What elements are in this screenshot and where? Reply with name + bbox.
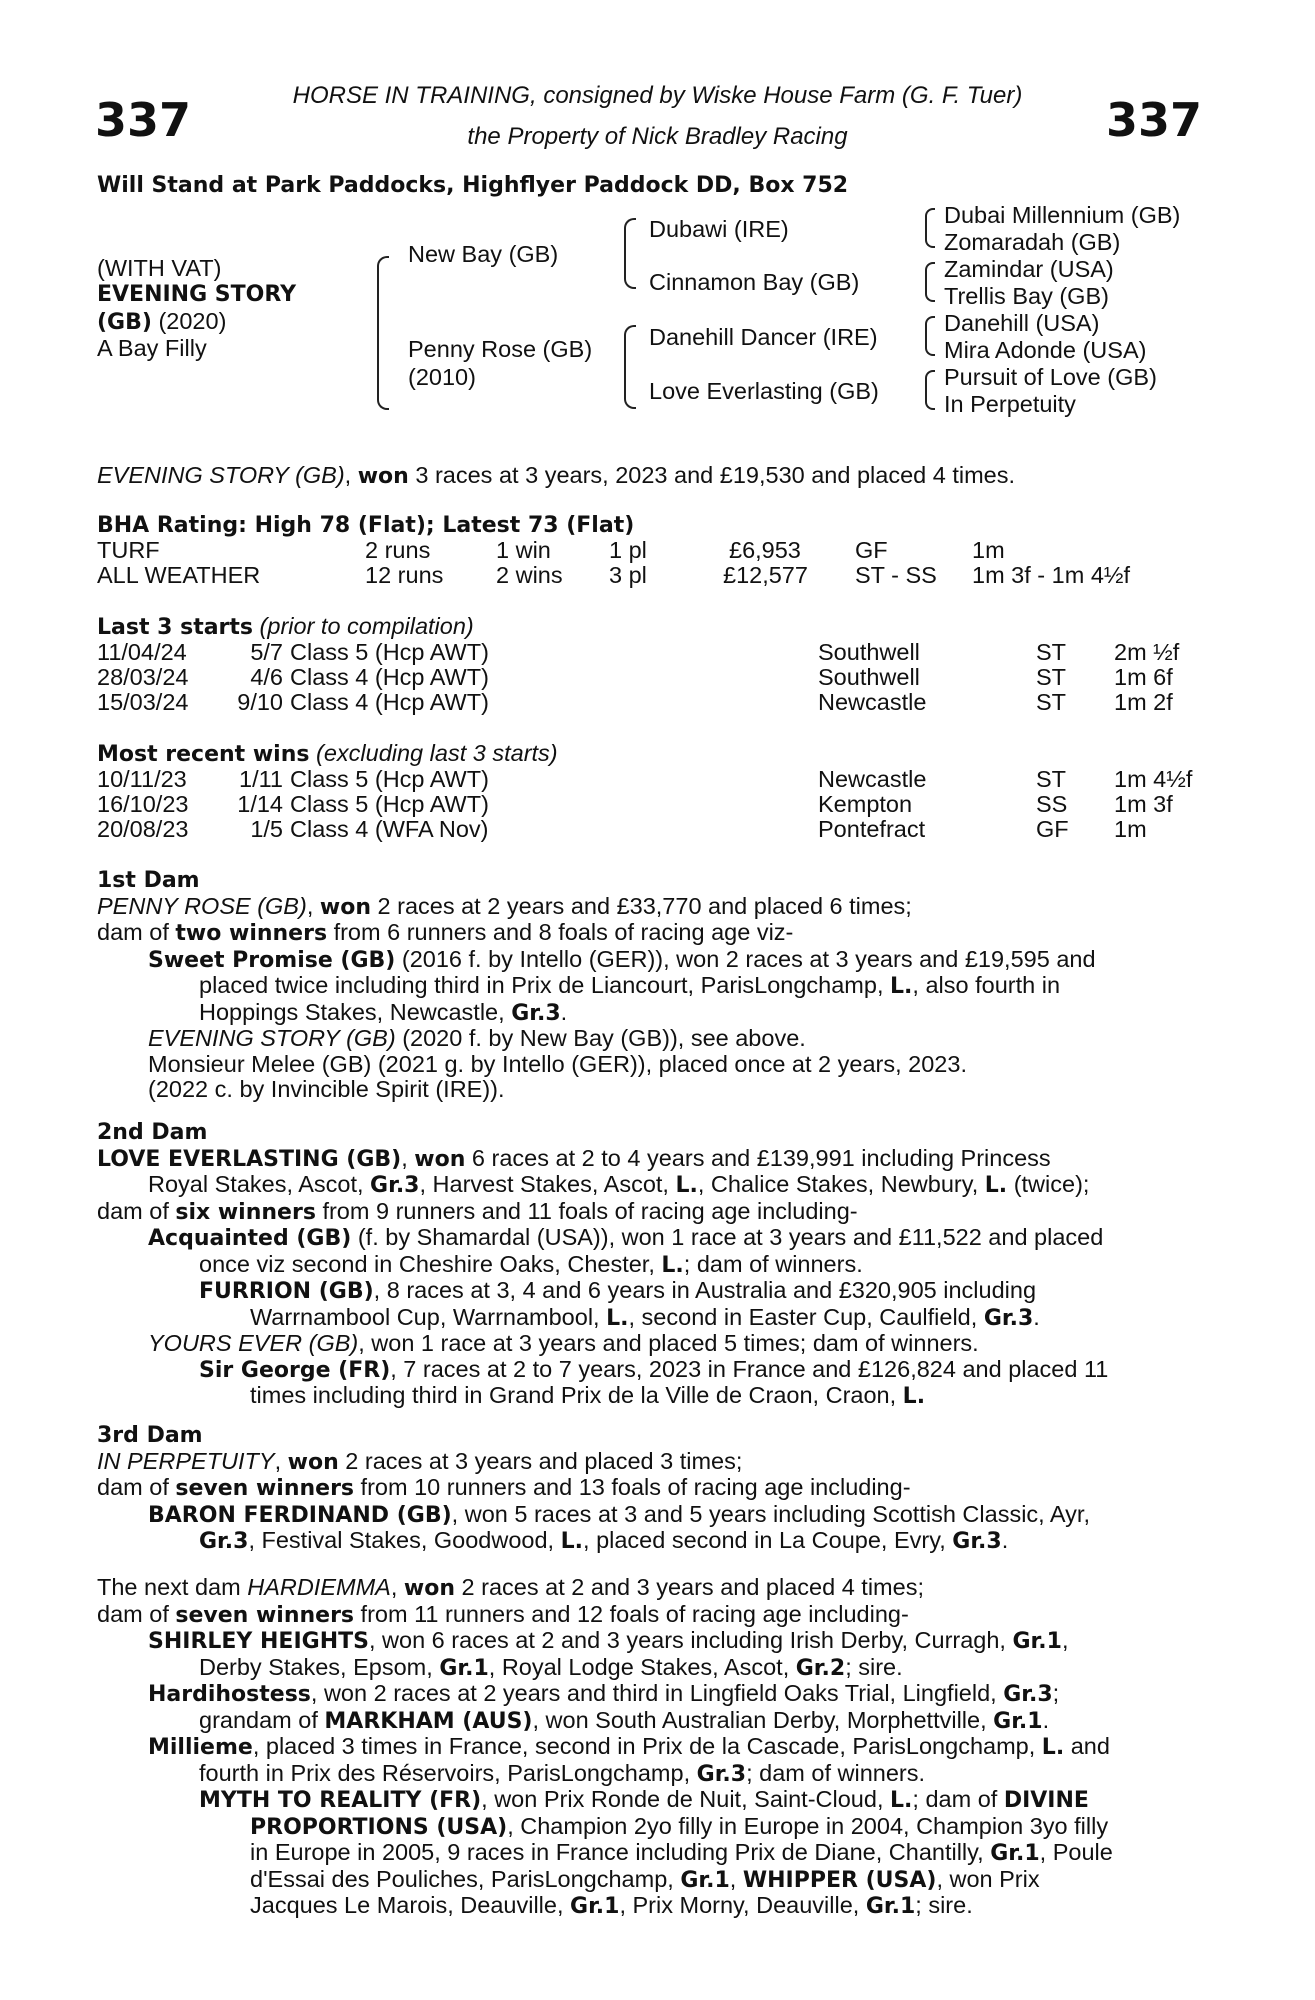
pedigree-brace-g1 <box>925 208 935 248</box>
text-span: HARDIEMMA <box>247 1574 391 1600</box>
text-span: Class 4 (Hcp AWT) <box>290 689 489 715</box>
text-span: 1 pl <box>609 537 647 563</box>
text-span: ST <box>1036 766 1067 792</box>
text-span: , <box>274 1447 288 1474</box>
text-span: two winners <box>175 921 328 946</box>
text-span: 1m <box>1114 816 1147 842</box>
text-span: , Royal Lodge Stakes, Ascot, <box>488 1653 796 1680</box>
recent-wins-heading <box>97 741 558 768</box>
text-span: Hoppings Stakes, Newcastle, <box>199 998 512 1025</box>
text-span: IN PERPETUITY <box>97 1447 275 1474</box>
text-line <box>97 1225 1202 1252</box>
text-span: from 6 runners and 8 foals of racing age viz- <box>327 919 794 945</box>
text-span: Jacques Le Marois, Deauville, <box>250 1892 571 1918</box>
text-span: Gr.3 <box>370 1173 420 1198</box>
text-span: Southwell <box>818 639 920 665</box>
text-span: won <box>287 1449 339 1475</box>
pedigree-brace-dam <box>624 325 636 409</box>
race-summary: EVENING STORY (GB), won 3 races at 3 years, 2023 and £19,530 and placed 4 times. <box>97 462 1016 489</box>
text-span: Gr.3 <box>696 1761 747 1787</box>
text-line <box>97 1278 1202 1305</box>
text-span: won <box>319 894 371 920</box>
text-span: , <box>729 1865 743 1892</box>
property-line: the Property of Nick Bradley Racing <box>467 123 848 150</box>
text-span: ST <box>1036 689 1067 715</box>
pedigree-g2: Zomaradah (GB) <box>944 229 1121 255</box>
text-span: TURF <box>97 537 160 563</box>
text-span: Gr.1 <box>680 1867 730 1893</box>
horse-origin <box>97 309 226 336</box>
text-span: 2 wins <box>496 562 563 588</box>
text-line <box>97 1708 1202 1735</box>
text-span: Gr.3 <box>983 1305 1034 1331</box>
text-span: Gr.1 <box>865 1894 916 1919</box>
horse-name: EVENING STORY <box>97 282 297 307</box>
text-span: Gr.1 <box>570 1894 620 1919</box>
text-span: ; dam of <box>912 1786 1004 1812</box>
text-span: (2022 c. by Invincible Spirit (IRE)). <box>148 1076 505 1102</box>
second-dam-section <box>97 1120 1202 1410</box>
text-span: 1 win <box>496 537 551 563</box>
text-span: ALL WEATHER <box>97 562 261 588</box>
text-line <box>97 1357 1202 1384</box>
text-span: PENNY ROSE (GB) <box>97 892 307 919</box>
text-line <box>97 1449 1202 1476</box>
text-span: MYTH TO REALITY (FR) <box>199 1788 482 1813</box>
text-span: 1m 4½f <box>1114 766 1193 792</box>
text-span: (twice); <box>1007 1171 1090 1197</box>
text-span: 1/14 <box>237 791 283 817</box>
text-span: , Harvest Stakes, Ascot, <box>419 1171 676 1197</box>
text-span: Class 5 (Hcp AWT) <box>290 766 489 792</box>
text-span: Gr.3 <box>511 1000 561 1026</box>
pedigree-brace-g3 <box>925 316 935 356</box>
text-span: six winners <box>175 1199 316 1225</box>
text-span: L. <box>606 1305 629 1331</box>
text-span: from 11 runners and 12 foals of racing age including- <box>354 1600 909 1627</box>
text-line <box>97 1628 1202 1655</box>
text-line <box>97 1252 1202 1279</box>
text-span: Gr.1 <box>990 1841 1040 1866</box>
text-span: PROPORTIONS (USA) <box>250 1814 508 1840</box>
text-span: (prior to compilation) <box>253 613 474 639</box>
text-line <box>97 1172 1202 1199</box>
text-line <box>97 1787 1202 1814</box>
pedigree-g1: Dubai Millennium (GB) <box>944 202 1181 228</box>
text-span: Gr.1 <box>993 1708 1043 1734</box>
text-line <box>97 920 1202 947</box>
text-span: SS <box>1036 791 1068 817</box>
pedigree-dam-sire: Danehill Dancer (IRE) <box>649 324 878 350</box>
consignment-line: HORSE IN TRAINING, consigned by Wiske House Farm (G. F. Tuer) <box>292 82 1023 109</box>
rating-row <box>97 563 1202 588</box>
text-line <box>97 1502 1202 1529</box>
text-span: won <box>403 1576 456 1601</box>
text-line <box>97 1734 1202 1761</box>
text-span: Class 5 (Hcp AWT) <box>290 639 489 665</box>
text-span: , Champion 2yo filly in Europe in 2004, Champion 3yo filly <box>507 1812 1109 1839</box>
text-span: (2020) <box>151 308 227 334</box>
text-span: 2m ½f <box>1114 639 1180 665</box>
text-line <box>97 1681 1202 1708</box>
text-span: SHIRLEY HEIGHTS <box>148 1629 369 1654</box>
text-span: (GB) <box>97 310 152 335</box>
win-row <box>97 817 1202 842</box>
text-span: , won 1 race at 3 years and placed 5 times; dam of winners. <box>358 1330 979 1356</box>
text-span: 1m 2f <box>1114 689 1173 715</box>
text-span: d'Essai des Pouliches, ParisLongchamp, <box>250 1865 681 1892</box>
text-span: 3 pl <box>609 562 647 588</box>
text-span: , 7 races at 2 to 7 years, 2023 in France and £126,824 and placed 11 <box>390 1355 1109 1382</box>
text-span: , 8 races at 3, 4 and 6 years in Australia and £320,905 including <box>373 1277 1037 1303</box>
text-span: , won Prix <box>936 1865 1040 1892</box>
text-span: . <box>1001 1527 1009 1553</box>
pedigree-g5: Danehill (USA) <box>944 310 1100 336</box>
fourth-dam-section <box>97 1575 1202 1920</box>
text-line <box>97 1575 1202 1602</box>
vat-label: (WITH VAT) <box>97 255 222 281</box>
text-line <box>97 1528 1202 1555</box>
text-span: , won 6 races at 2 and 3 years including Irish Derby, Curragh, <box>368 1627 1013 1653</box>
pedigree-g8: In Perpetuity <box>944 391 1076 417</box>
text-span: Warrnambool Cup, Warrnambool, <box>250 1303 607 1330</box>
text-span: Gr.1 <box>439 1655 489 1681</box>
text-span: 2 races at 3 years and placed 3 times; <box>338 1447 743 1474</box>
text-span: Kempton <box>818 791 913 817</box>
pedigree-dam: Penny Rose (GB) <box>408 336 593 362</box>
pedigree-sire-sire: Dubawi (IRE) <box>649 216 789 242</box>
text-span: and <box>1064 1733 1110 1759</box>
text-span: seven winners <box>175 1602 355 1628</box>
second-dam-heading: 2nd Dam <box>97 1120 208 1145</box>
pedigree-brace-sire <box>624 218 636 289</box>
text-span: Class 5 (Hcp AWT) <box>290 791 489 817</box>
text-span: 1m <box>972 537 1005 563</box>
text-span: , <box>401 1144 415 1171</box>
text-span: 10/11/23 <box>97 766 187 792</box>
text-span: 11/04/24 <box>97 639 187 665</box>
text-line <box>97 1199 1202 1226</box>
text-span: ; dam of winners. <box>746 1759 926 1786</box>
text-line <box>97 1026 1202 1052</box>
win-row <box>97 767 1202 792</box>
text-span: DIVINE <box>1003 1788 1089 1813</box>
text-span: L. <box>890 974 913 999</box>
text-span: Millieme <box>148 1735 253 1760</box>
text-span: times including third in Grand Prix de la Ville de Craon, Craon, <box>250 1382 903 1408</box>
text-span: Pontefract <box>818 816 926 842</box>
text-span: , won South Australian Derby, Morphettville, <box>532 1706 994 1733</box>
bha-rating-heading: BHA Rating: High 78 (Flat); Latest 73 (Flat) <box>97 513 635 538</box>
text-span: ; sire. <box>915 1892 973 1918</box>
lot-number-left: 337 <box>95 93 192 147</box>
pedigree-sire: New Bay (GB) <box>408 241 559 267</box>
text-span: dam of <box>97 1474 176 1500</box>
text-line <box>97 1146 1202 1173</box>
text-span: 5/7 <box>250 639 283 665</box>
text-line <box>97 1475 1202 1502</box>
text-span: dam of <box>97 919 176 945</box>
text-span: FURRION (GB) <box>199 1279 374 1304</box>
text-span: Hardihostess <box>148 1682 311 1707</box>
text-span: Monsieur Melee (GB) (2021 g. by Intello (GER)), placed once at 2 years, 2023. <box>148 1050 967 1077</box>
text-span: , won Prix Ronde de Nuit, Saint-Cloud, <box>481 1786 890 1812</box>
text-span: 12 runs <box>365 562 444 588</box>
start-row <box>97 640 1202 665</box>
text-span: Last 3 starts <box>97 615 254 640</box>
text-span: ; dam of winners. <box>683 1250 863 1277</box>
win-row <box>97 792 1202 817</box>
horse-description: A Bay Filly <box>97 335 207 361</box>
text-span: (2020 f. by New Bay (GB)), see above. <box>395 1025 806 1051</box>
text-span: L. <box>902 1384 926 1409</box>
text-span: 16/10/23 <box>97 791 189 817</box>
text-span: £6,953 <box>729 537 801 563</box>
pedigree-g4: Trellis Bay (GB) <box>944 283 1109 309</box>
pedigree-brace-main <box>377 256 389 410</box>
text-span: (f. by Shamardal (USA)), won 1 race at 3 years and £11,522 and placed <box>351 1224 1104 1250</box>
text-span: L. <box>675 1173 698 1198</box>
text-span: in Europe in 2005, 9 races in France including Prix de Diane, Chantilly, <box>250 1839 991 1865</box>
text-span: Newcastle <box>818 689 927 715</box>
text-span: 2 races at 2 and 3 years and placed 4 times; <box>455 1574 924 1600</box>
text-span: dam of <box>97 1600 176 1627</box>
text-line <box>97 1000 1202 1027</box>
text-span: 15/03/24 <box>97 689 189 715</box>
text-span: Sweet Promise (GB) <box>148 947 396 973</box>
text-span: 1m 3f - 1m 4½f <box>972 562 1131 588</box>
text-span: 9/10 <box>237 689 283 715</box>
text-span: Gr.3 <box>1003 1682 1053 1707</box>
pedigree-g6: Mira Adonde (USA) <box>944 337 1147 363</box>
text-span: , <box>1061 1627 1069 1653</box>
text-line <box>97 894 1202 921</box>
text-span: L. <box>1041 1735 1065 1760</box>
text-span: (2016 f. by Intello (GER)), won 2 races at 3 years and £19,595 and <box>395 945 1096 972</box>
text-span: dam of <box>97 1197 176 1224</box>
text-span: , second in Easter Cup, Caulfield, <box>628 1303 984 1330</box>
text-span: GF <box>1036 816 1069 842</box>
text-span: £12,577 <box>723 562 808 588</box>
text-span: L. <box>890 1788 913 1813</box>
first-dam-section <box>97 868 1202 1103</box>
text-line <box>97 1814 1202 1841</box>
text-span: , Poule <box>1039 1839 1113 1865</box>
text-span: won <box>414 1146 466 1172</box>
text-line <box>97 1867 1202 1894</box>
text-span: 6 races at 2 to 4 years and £139,991 including Princess <box>465 1144 1051 1171</box>
text-span: 20/08/23 <box>97 816 189 842</box>
text-span: Gr.3 <box>199 1529 249 1554</box>
first-dam-heading: 1st Dam <box>97 868 200 893</box>
text-span: . <box>1033 1303 1040 1330</box>
text-span: GF <box>855 537 888 563</box>
text-span: , won 5 races at 3 and 5 years including Scottish Classic, Ayr, <box>451 1500 1090 1527</box>
text-span: Royal Stakes, Ascot, <box>148 1171 371 1197</box>
text-span: Most recent wins <box>97 742 310 767</box>
text-span: won <box>357 464 409 489</box>
text-line <box>97 1655 1202 1682</box>
text-span: LOVE EVERLASTING (GB) <box>97 1146 402 1172</box>
text-line <box>97 1893 1202 1920</box>
third-dam-heading: 3rd Dam <box>97 1423 203 1448</box>
pedigree-dam-dam: Love Everlasting (GB) <box>649 378 879 404</box>
text-span: L. <box>984 1173 1008 1198</box>
text-span: Newcastle <box>818 766 927 792</box>
text-line <box>97 1761 1202 1788</box>
text-span: Class 4 (Hcp AWT) <box>290 664 489 690</box>
text-span: Derby Stakes, Epsom, <box>199 1653 440 1680</box>
pedigree-brace-g4 <box>925 370 935 410</box>
text-span: Gr.2 <box>795 1655 846 1681</box>
text-span: MARKHAM (AUS) <box>324 1708 533 1734</box>
text-span: Gr.1 <box>1012 1629 1062 1654</box>
text-span: Sir George (FR) <box>199 1357 391 1383</box>
text-span: grandam of <box>199 1706 325 1733</box>
start-row <box>97 690 1202 715</box>
pedigree-sire-dam: Cinnamon Bay (GB) <box>649 269 860 295</box>
text-span: EVENING STORY (GB) <box>148 1025 396 1051</box>
text-span: 3 races at 3 years, 2023 and £19,530 and placed 4 times. <box>408 462 1016 488</box>
text-line <box>97 1383 1202 1410</box>
text-span: EVENING STORY (GB) <box>97 462 345 488</box>
text-span: 2 races at 2 years and £33,770 and placed 6 times; <box>370 892 912 919</box>
text-span: 1m 6f <box>1114 664 1173 690</box>
text-span: , also fourth in <box>912 972 1061 998</box>
pedigree-g7: Pursuit of Love (GB) <box>944 364 1157 390</box>
pedigree-dam-year: (2010) <box>408 364 476 390</box>
text-span: , <box>306 892 320 919</box>
text-span: YOURS EVER (GB) <box>148 1330 359 1356</box>
last3-heading <box>97 614 474 641</box>
text-span: , placed second in La Coupe, Evry, <box>583 1527 953 1553</box>
text-span: 1/11 <box>239 766 283 792</box>
text-span: The next dam <box>97 1574 248 1600</box>
text-span: , Chalice Stakes, Newbury, <box>697 1171 985 1197</box>
stabling-line: Will Stand at Park Paddocks, Highflyer Paddock DD, Box 752 <box>97 173 849 198</box>
text-span: L. <box>560 1529 584 1554</box>
text-span: , Prix Morny, Deauville, <box>619 1892 866 1918</box>
text-span: BARON FERDINAND (GB) <box>148 1502 452 1528</box>
text-span: Class 4 (WFA Nov) <box>290 816 489 842</box>
text-span: Southwell <box>818 664 920 690</box>
lot-number-right: 337 <box>1105 93 1202 147</box>
text-span: ST - SS <box>855 562 937 588</box>
start-row <box>97 665 1202 690</box>
text-span: (excluding last 3 starts) <box>309 740 558 766</box>
text-line <box>97 1602 1202 1629</box>
text-span: 4/6 <box>250 664 283 690</box>
text-span: Acquainted (GB) <box>148 1226 352 1251</box>
third-dam-section <box>97 1423 1202 1555</box>
text-span: ST <box>1036 664 1067 690</box>
text-span: , <box>390 1574 404 1600</box>
text-span: ST <box>1036 639 1067 665</box>
text-span: from 9 runners and 11 foals of racing age including- <box>315 1197 858 1224</box>
text-line <box>97 973 1202 1000</box>
text-span: 28/03/24 <box>97 664 189 690</box>
text-span: seven winners <box>175 1476 355 1501</box>
text-span: . <box>1042 1706 1050 1733</box>
rating-row <box>97 538 1202 563</box>
text-span: 1m 3f <box>1114 791 1173 817</box>
text-span: once viz second in Cheshire Oaks, Chester, <box>199 1250 662 1277</box>
pedigree-brace-g2 <box>925 262 935 302</box>
text-span: , won 2 races at 2 years and third in Lingfield Oaks Trial, Lingfield, <box>310 1680 1004 1706</box>
text-span: ; <box>1052 1680 1060 1706</box>
text-span: ; sire. <box>845 1653 903 1680</box>
text-span: . <box>560 998 568 1025</box>
text-span: placed twice including third in Prix de Liancourt, ParisLongchamp, <box>199 972 891 998</box>
text-span: from 10 runners and 13 foals of racing age including- <box>354 1474 911 1500</box>
text-span: 1/5 <box>250 816 283 842</box>
text-line <box>97 947 1202 974</box>
text-line <box>97 1305 1202 1332</box>
text-span: WHIPPER (USA) <box>742 1867 937 1893</box>
text-span: , placed 3 times in France, second in Prix de la Cascade, ParisLongchamp, <box>252 1733 1042 1759</box>
text-span: 2 runs <box>365 537 431 563</box>
text-line <box>97 1331 1202 1357</box>
text-span: , Festival Stakes, Goodwood, <box>248 1527 561 1553</box>
text-span: L. <box>661 1252 684 1278</box>
text-span: Gr.3 <box>952 1529 1002 1554</box>
text-line <box>97 1840 1202 1867</box>
text-span: fourth in Prix des Réservoirs, ParisLongchamp, <box>199 1759 697 1786</box>
pedigree-g3: Zamindar (USA) <box>944 256 1114 282</box>
